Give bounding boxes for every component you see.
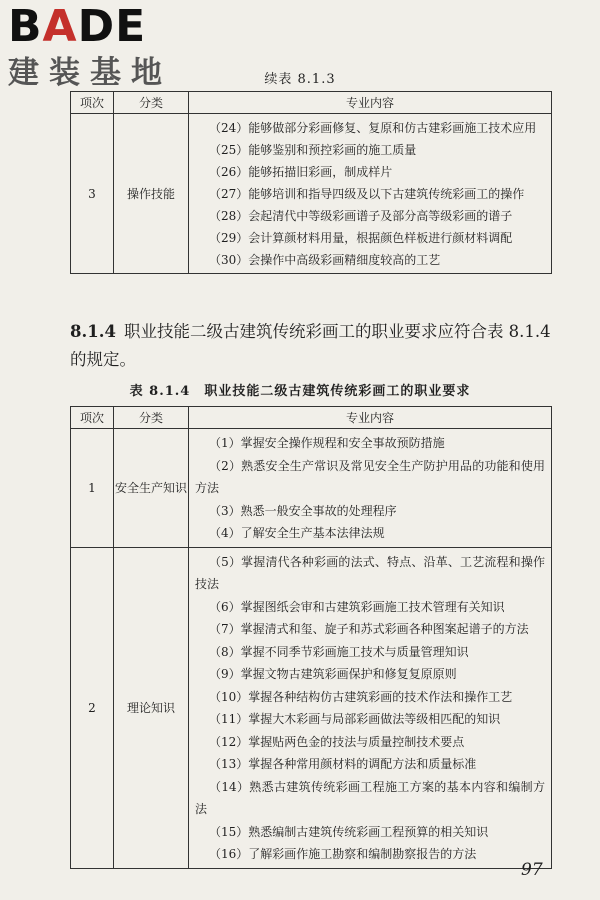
row-content	[189, 547, 552, 868]
row-content	[189, 114, 552, 274]
content-item: （12）掌握贴两色金的技法与质量控制技术要点	[209, 734, 465, 749]
table-8-1-4	[70, 406, 552, 869]
table-row	[71, 114, 552, 274]
header-item-no: 项次	[71, 92, 114, 114]
row-content	[189, 429, 552, 548]
content-item: （11）掌握大木彩画与局部彩画做法等级相匹配的知识	[209, 712, 501, 726]
content-item: （27）能够培训和指导四级及以下古建筑传统彩画工的操作	[209, 187, 525, 201]
content-item: （9）掌握文物古建筑彩画保护和修复复原原则	[209, 667, 457, 681]
content-item: （1）掌握安全操作规程和安全事故预防措施	[209, 436, 445, 450]
table-header-row	[71, 92, 552, 114]
clause-text: 职业技能二级古建筑传统彩画工的职业要求应符合表 8.1.4的规定。	[70, 322, 551, 369]
content-item: （25）能够鉴别和预控彩画的施工质量	[209, 143, 417, 157]
header-category: 分类	[114, 407, 189, 429]
content-item: （24）能够做部分彩画修复、复原和仿古建彩画施工技术应用	[209, 121, 537, 135]
content-item: （28）会起清代中等级彩画谱子及部分高等级彩画的谱子	[209, 209, 513, 223]
table-8-1-3-continued	[70, 91, 552, 274]
clause-8-1-4	[70, 318, 554, 374]
table-header-row	[71, 407, 552, 429]
row-number: 2	[71, 547, 114, 868]
content-item: （4）了解安全生产基本法律法规	[209, 526, 385, 540]
content-item: （15）熟悉编制古建筑传统彩画工程预算的相关知识	[209, 824, 489, 839]
logo-text-en: BADE	[8, 1, 147, 52]
content-item: （10）掌握各种结构仿古建筑彩画的技术作法和操作工艺	[209, 689, 513, 704]
table-row	[71, 429, 552, 548]
page-number: 97	[521, 860, 543, 880]
clause-number: 8.1.4	[70, 322, 116, 341]
content-item: （26）能够拓描旧彩画，制成样片	[209, 165, 393, 179]
header-category: 分类	[114, 92, 189, 114]
row-category: 安全生产知识	[114, 429, 189, 548]
content-item: （29）会计算颜材料用量，根据颜色样板进行颜材料调配	[209, 231, 513, 245]
row-category: 理论知识	[114, 547, 189, 868]
content-item: （2）熟悉安全生产常识及常见安全生产防护用品的功能和使用方法	[195, 458, 545, 495]
row-number: 1	[71, 429, 114, 548]
content-item: （30）会操作中高级彩画精细度较高的工艺	[209, 253, 441, 267]
continued-table-title: 续表 8.1.3	[264, 72, 336, 87]
content-item: （7）掌握清式和玺、旋子和苏式彩画各种图案起谱子的方法	[209, 622, 529, 636]
row-number: 3	[71, 114, 114, 274]
table-8-1-4-title: 表 8.1.4 职业技能二级古建筑传统彩画工的职业要求	[129, 384, 471, 399]
row-category: 操作技能	[114, 114, 189, 274]
content-item: （8）掌握不同季节彩画施工技术与质量管理知识	[209, 644, 469, 659]
logo-text-cn: 建装基地	[8, 55, 172, 91]
table-row	[71, 547, 552, 868]
content-item: （14）熟悉古建筑传统彩画工程施工方案的基本内容和编制方法	[195, 779, 545, 816]
header-content: 专业内容	[189, 92, 552, 114]
content-item: （13）掌握各种常用颜材料的调配方法和质量标准	[209, 757, 477, 771]
content-item: （16）了解彩画作施工勘察和编制勘察报告的方法	[209, 847, 477, 861]
content-item: （6）掌握图纸会审和古建筑彩画施工技术管理有关知识	[209, 599, 505, 614]
content-item: （5）掌握清代各种彩画的法式、特点、沿革、工艺流程和操作技法	[195, 554, 545, 591]
header-content: 专业内容	[189, 407, 552, 429]
header-item-no: 项次	[71, 407, 114, 429]
content-item: （3）熟悉一般安全事故的处理程序	[209, 503, 397, 518]
